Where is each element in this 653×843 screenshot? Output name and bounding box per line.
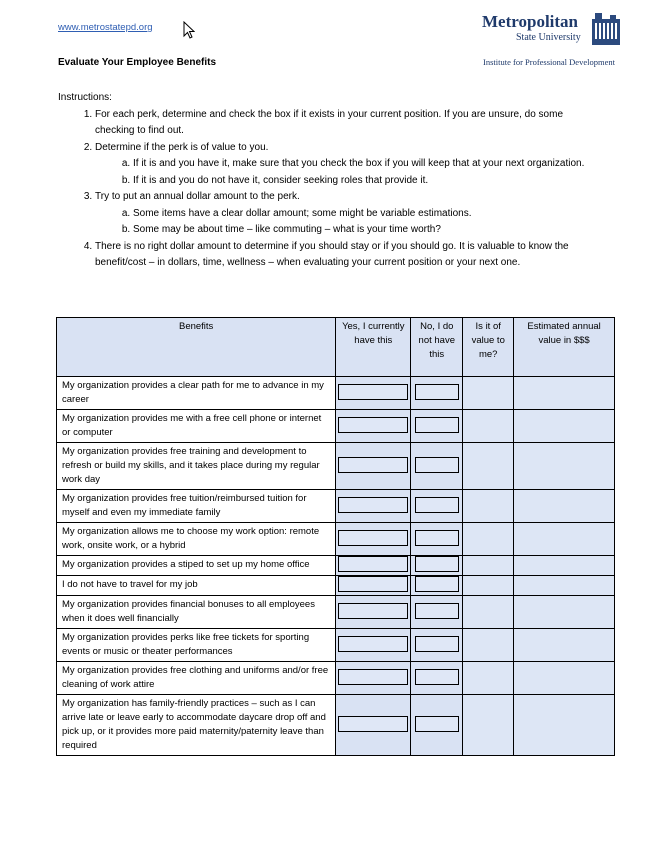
yes-cell xyxy=(336,377,411,410)
no-checkbox[interactable] xyxy=(415,556,459,572)
yes-cell xyxy=(336,576,411,596)
benefit-text: My organization provides free tuition/reimbursed tuition for myself and even my immediate family xyxy=(57,490,336,523)
benefit-text: My organization provides free training and development to refresh or build my skills, and it takes place during my regular work day xyxy=(57,443,336,490)
table-row xyxy=(57,490,615,523)
table-row xyxy=(57,443,615,490)
yes-cell xyxy=(336,556,411,576)
yes-cell xyxy=(336,443,411,490)
instructions xyxy=(58,90,598,272)
value-cell[interactable] xyxy=(463,629,514,662)
logo-name: Metropolitan xyxy=(482,12,579,31)
estimate-cell[interactable] xyxy=(514,629,615,662)
yes-checkbox[interactable] xyxy=(338,417,408,433)
instructions-list xyxy=(58,107,598,272)
value-cell[interactable] xyxy=(463,695,514,756)
table-row xyxy=(57,662,615,695)
table-row xyxy=(57,596,615,629)
table-row xyxy=(57,695,615,756)
benefit-text: I do not have to travel for my job xyxy=(57,576,336,596)
value-cell[interactable] xyxy=(463,576,514,596)
benefit-text: My organization provides financial bonuses to all employees when it does well financially xyxy=(57,596,336,629)
estimate-cell[interactable] xyxy=(514,576,615,596)
benefit-text: My organization provides me with a free cell phone or internet or computer xyxy=(57,410,336,443)
estimate-cell[interactable] xyxy=(514,443,615,490)
no-checkbox[interactable] xyxy=(415,636,459,652)
no-checkbox[interactable] xyxy=(415,576,459,592)
instruction-subitem: a. Some items have a clear dollar amount; some might be variable estimations. xyxy=(133,206,598,223)
table-row xyxy=(57,556,615,576)
estimate-cell[interactable] xyxy=(514,662,615,695)
benefit-text: My organization allows me to choose my work option: remote work, onsite work, or a hybrid xyxy=(57,523,336,556)
value-cell[interactable] xyxy=(463,490,514,523)
table-row xyxy=(57,377,615,410)
estimate-cell[interactable] xyxy=(514,523,615,556)
no-checkbox[interactable] xyxy=(415,417,459,433)
no-cell xyxy=(411,410,463,443)
yes-cell xyxy=(336,596,411,629)
yes-cell xyxy=(336,662,411,695)
table-row xyxy=(57,410,615,443)
university-logo xyxy=(482,12,622,46)
no-cell xyxy=(411,596,463,629)
benefit-text: My organization provides a clear path for me to advance in my career xyxy=(57,377,336,410)
instruction-subitem: b. Some may be about time – like commuting – what is your time worth? xyxy=(133,222,598,239)
value-cell[interactable] xyxy=(463,443,514,490)
yes-cell xyxy=(336,523,411,556)
website-link[interactable]: www.metrostatepd.org xyxy=(58,22,153,33)
yes-cell xyxy=(336,410,411,443)
benefit-text: My organization provides perks like free tickets for sporting events or music or theater performances xyxy=(57,629,336,662)
value-cell[interactable] xyxy=(463,410,514,443)
benefit-text: My organization has family-friendly practices – such as I can arrive late or leave early to accommodate daycare drop off and pick up, or it provides more paid maternity/paternity leave than required xyxy=(57,695,336,756)
instruction-item: 3. Try to put an annual dollar amount to the perk. a. Some items have a clear dollar amount; some might be variable estimations. b. Some may be about time – like commuting – what is your time worth? xyxy=(95,189,598,239)
yes-cell xyxy=(336,490,411,523)
estimate-cell[interactable] xyxy=(514,490,615,523)
yes-cell xyxy=(336,695,411,756)
no-checkbox[interactable] xyxy=(415,497,459,513)
instruction-item: 4. There is no right dollar amount to determine if you should stay or if you should go. It is valuable to know the benefit/cost – in dollars, time, wellness – when evaluating your current position or your next one. xyxy=(95,239,598,272)
benefit-text: My organization provides a stiped to set up my home office xyxy=(57,556,336,576)
table-row xyxy=(57,523,615,556)
no-cell xyxy=(411,662,463,695)
header-yes: Yes, I currently have this xyxy=(336,318,411,377)
yes-checkbox[interactable] xyxy=(338,530,408,546)
no-checkbox[interactable] xyxy=(415,603,459,619)
no-cell xyxy=(411,576,463,596)
instruction-item: 1. For each perk, determine and check the box if it exists in your current position. If you are unsure, do some checking to find out. xyxy=(95,107,598,140)
no-checkbox[interactable] xyxy=(415,384,459,400)
no-checkbox[interactable] xyxy=(415,669,459,685)
header-value: Is it of value to me? xyxy=(463,318,514,377)
logo-sub: State University xyxy=(516,32,581,43)
value-cell[interactable] xyxy=(463,596,514,629)
no-checkbox[interactable] xyxy=(415,457,459,473)
institute-name: Institute for Professional Development xyxy=(483,57,615,67)
no-checkbox[interactable] xyxy=(415,716,459,732)
value-cell[interactable] xyxy=(463,556,514,576)
no-cell xyxy=(411,443,463,490)
building-icon xyxy=(592,13,620,45)
no-cell xyxy=(411,695,463,756)
yes-cell xyxy=(336,629,411,662)
yes-checkbox[interactable] xyxy=(338,716,408,732)
no-cell xyxy=(411,629,463,662)
no-cell xyxy=(411,556,463,576)
value-cell[interactable] xyxy=(463,377,514,410)
yes-checkbox[interactable] xyxy=(338,384,408,400)
header-benefits: Benefits xyxy=(57,318,336,377)
document-title: Evaluate Your Employee Benefits xyxy=(58,57,217,68)
table-row xyxy=(57,629,615,662)
value-cell[interactable] xyxy=(463,662,514,695)
instruction-subitem: a. If it is and you have it, make sure that you check the box if you will keep that at your next organization. xyxy=(133,156,598,173)
no-checkbox[interactable] xyxy=(415,530,459,546)
estimate-cell[interactable] xyxy=(514,377,615,410)
header-estimate: Estimated annual value in $$$ xyxy=(514,318,615,377)
estimate-cell[interactable] xyxy=(514,695,615,756)
table-header-row xyxy=(57,318,615,377)
header-no: No, I do not have this xyxy=(411,318,463,377)
mouse-cursor-icon xyxy=(183,21,195,39)
instruction-item: 2. Determine if the perk is of value to you. a. If it is and you have it, make sure that you check the box if you will keep that at your next organization. b. If it is and you do not have it, consider seeking roles that provide it. xyxy=(95,140,598,190)
benefit-text: My organization provides free clothing and uniforms and/or free cleaning of work attire xyxy=(57,662,336,695)
yes-checkbox[interactable] xyxy=(338,556,408,572)
table-row xyxy=(57,576,615,596)
yes-checkbox[interactable] xyxy=(338,576,408,592)
yes-checkbox[interactable] xyxy=(338,603,408,619)
yes-checkbox[interactable] xyxy=(338,669,408,685)
no-cell xyxy=(411,377,463,410)
estimate-cell[interactable] xyxy=(514,556,615,576)
yes-checkbox[interactable] xyxy=(338,457,408,473)
no-cell xyxy=(411,523,463,556)
value-cell[interactable] xyxy=(463,523,514,556)
estimate-cell[interactable] xyxy=(514,410,615,443)
estimate-cell[interactable] xyxy=(514,596,615,629)
instruction-subitem: b. If it is and you do not have it, consider seeking roles that provide it. xyxy=(133,173,598,190)
instructions-heading: Instructions: xyxy=(58,92,112,103)
yes-checkbox[interactable] xyxy=(338,497,408,513)
benefits-table xyxy=(56,317,615,756)
yes-checkbox[interactable] xyxy=(338,636,408,652)
no-cell xyxy=(411,490,463,523)
